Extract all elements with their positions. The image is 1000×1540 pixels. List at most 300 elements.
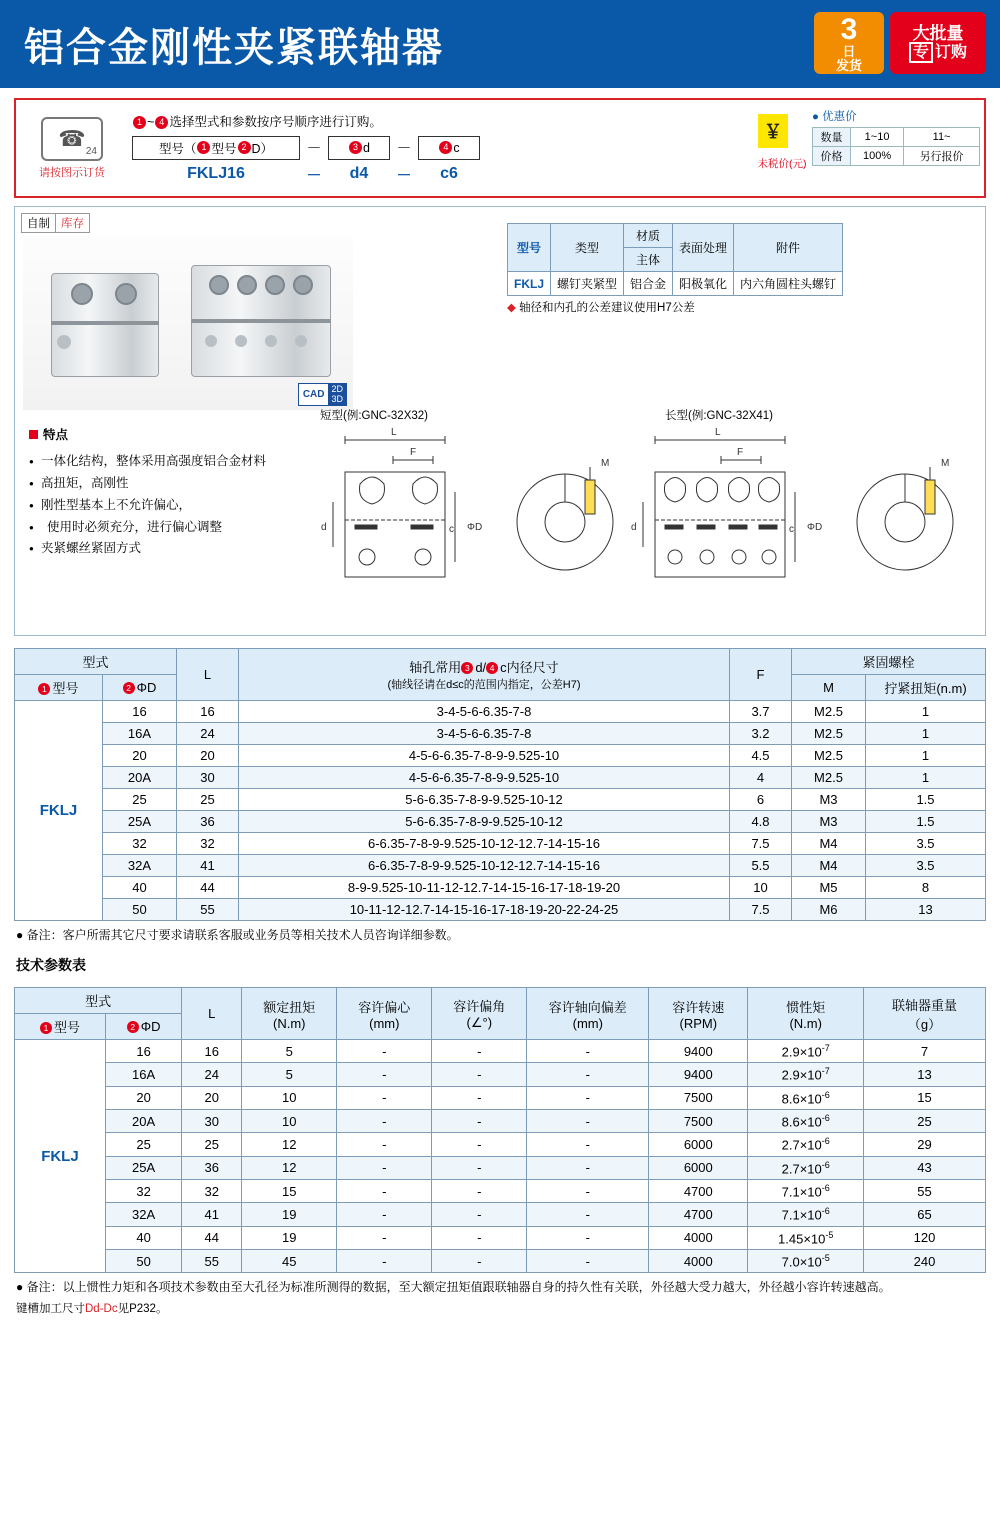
features-title-text: 特点 [43,428,69,442]
table-row [15,1086,986,1109]
model-value-d: d4 [349,165,369,182]
tech-L: 16 [182,1040,242,1063]
tech-table-remark: ● 备注：以上惯性力矩和各项技术参数由至大孔径为标准所测得的数据，至大额定扭矩值跟联轴器自身的持久性有关联，外径越大受力越大，外径越小容许转速越高。 [16,1278,984,1295]
coupling-long-bolt-1 [209,275,229,295]
badge-bulk-order [890,12,986,74]
field-3-icon: 3 [349,141,362,154]
dim-header-bore [239,649,730,701]
tech-header-ang-text: 容许偏角 [453,999,506,1014]
diamond-icon: ◆ [507,302,516,314]
dim-torque: 1 [866,745,986,767]
tech-ecc: - [337,1156,432,1179]
dim-M: M2.5 [792,745,866,767]
tech-header-ang-unit: (∠°) [466,1015,493,1030]
cad-3d-label: 3D [331,393,343,404]
tech-inertia [748,1109,864,1132]
field-2-icon: 2 [123,682,135,694]
header-badges [814,12,986,74]
dim-F: 7.5 [730,899,792,921]
dim-phiD: 32A [103,855,177,877]
tech-L: 25 [182,1133,242,1156]
spec-data-row [508,272,843,296]
tech-inertia-exp: -6 [821,1206,830,1217]
dim-header-bore-c: c [500,660,507,675]
table-row [15,1109,986,1132]
tech-phiD: 25 [105,1133,181,1156]
keyway-footnote-pre: 键槽加工尺寸 [16,1303,85,1316]
model-cell-type-pre: 型号（ [158,141,197,156]
order-note [132,112,752,130]
tech-inertia-exp: -6 [821,1159,830,1170]
spec-header-type: 类型 [551,224,624,272]
dim-M: M3 [792,811,866,833]
tech-inertia-exp: -5 [821,1252,830,1263]
model-cell-d [328,136,390,160]
tech-inertia-exp: -6 [821,1182,830,1193]
tech-inertia-exp: -5 [825,1229,834,1240]
coupling-long-slot [191,319,331,323]
tech-inertia-exp: -7 [821,1043,830,1053]
tech-L: 24 [182,1063,242,1086]
tech-ecc: - [337,1226,432,1249]
coupling-short-bolt-2 [115,283,137,305]
spec-note [507,299,695,315]
model-value-c: c6 [440,165,458,182]
tech-header-type: 型式 [15,988,182,1014]
technical-drawings [315,422,975,607]
tech-inertia [748,1249,864,1272]
svg-text:L: L [715,427,721,438]
tech-ang: - [432,1203,527,1226]
price-table [812,127,980,166]
tech-weight: 29 [864,1133,986,1156]
tech-ang: - [432,1063,527,1086]
field-4-icon: 4 [439,141,452,154]
keyway-footnote-code: Dd-Dc [85,1303,118,1316]
tech-axial: - [527,1156,649,1179]
list-item: ● 一体化结构，整体采用高强度铝合金材料 [29,451,319,473]
tech-rated: 5 [242,1040,337,1063]
tech-header-rpm-unit: (RPM) [679,1015,718,1031]
table-row [15,1249,986,1272]
tech-phiD: 40 [105,1226,181,1249]
tech-inertia-exp: -6 [821,1112,830,1123]
tech-ecc: - [337,1133,432,1156]
value-dash-2: － [396,166,412,184]
tech-rated: 10 [242,1109,337,1132]
spec-header-model: 型号 [508,224,551,272]
dim-header-bore-sub: (轴线径请在d≤c的范围内指定，公差H7) [387,679,581,691]
list-item: ● 刚性型基本上不允许偏心， [29,495,319,517]
tech-weight: 55 [864,1179,986,1202]
dim-M: M4 [792,855,866,877]
price-price-a: 100% [851,147,904,166]
tech-axial: - [527,1063,649,1086]
untaxed-label: 未税价(元) [757,158,807,170]
tech-ecc: - [337,1249,432,1272]
tech-L: 36 [182,1156,242,1179]
model-cell-type-post: D） [251,141,274,156]
badge-3-day-shipping [814,12,884,74]
tech-L: 55 [182,1249,242,1272]
dim-header-bore-tail: 内径尺寸 [506,660,559,675]
field-3-icon: 3 [461,662,473,674]
dimension-table [14,648,986,921]
dim-model-name: FKLJ [15,701,103,921]
tech-header-rated-unit: (N.m) [273,1015,306,1031]
table-row [15,723,986,745]
dim-bore: 5-6-6.35-7-8-9-9.525-10-12 [239,811,730,833]
dim-M: M2.5 [792,701,866,723]
dim-header-bore-d: d [475,660,483,675]
dash-1: － [306,140,322,157]
table-row [15,745,986,767]
badge-bulk-box: 专 [909,42,933,63]
tech-inertia-base: 7.0×10 [781,1254,822,1270]
tech-rpm: 4700 [649,1179,748,1202]
dim-torque: 1 [866,701,986,723]
dim-L: 32 [177,833,239,855]
dim-L: 44 [177,877,239,899]
model-value-row [132,164,752,185]
price-price-label: 价格 [813,147,851,166]
spec-note-text: 轴径和内孔的公差建议使用H7公差 [519,302,695,314]
dim-torque: 13 [866,899,986,921]
tech-phiD: 32 [105,1179,181,1202]
tech-inertia-exp: -6 [821,1089,830,1100]
list-item-continued [29,517,319,539]
table-row [15,1179,986,1202]
tech-inertia [748,1203,864,1226]
tech-inertia-base: 2.9×10 [781,1044,822,1060]
tech-header-weight [864,988,986,1040]
dim-bore: 3-4-5-6-6.35-7-8 [239,723,730,745]
tech-weight: 25 [864,1109,986,1132]
svg-text:d: d [321,522,327,533]
tech-L: 41 [182,1203,242,1226]
tech-axial: - [527,1249,649,1272]
tech-ang: - [432,1040,527,1063]
tech-header-weight-text: 联轴器重量 [892,997,958,1013]
tech-ang: - [432,1133,527,1156]
table-row [15,1040,986,1063]
tech-phiD: 50 [105,1249,181,1272]
dim-header-L: L [177,649,239,701]
dim-F: 4.8 [730,811,792,833]
dim-L: 36 [177,811,239,833]
badge-bulk-line1: 大批量 [912,24,964,44]
dim-M: M4 [792,833,866,855]
svg-text:F: F [737,447,744,458]
tech-inertia-base: 1.45×10 [778,1230,826,1246]
tech-header-row-1 [15,988,986,1014]
coupling-long-hole-2 [235,335,247,347]
dim-bore: 6-6.35-7-8-9-9.525-10-12-12.7-14-15-16 [239,833,730,855]
tech-phiD: 16A [105,1063,181,1086]
phone-icon: ☎ 24 [41,117,103,161]
dim-phiD: 50 [103,899,177,921]
tech-L: 30 [182,1109,242,1132]
badge-bulk-text: 订购 [935,43,968,61]
tech-rpm: 4000 [649,1249,748,1272]
coupling-long-hole-4 [295,335,307,347]
tech-rated: 10 [242,1086,337,1109]
dim-header-phiD-text: ΦD [136,680,157,695]
tech-phiD: 16 [105,1040,181,1063]
svg-text:M: M [941,458,950,469]
dim-header-bore-main [241,657,727,676]
tech-header-phiD-text: ΦD [140,1019,161,1034]
price-qty-b: 11~ [904,128,980,147]
table-row [15,767,986,789]
spec-header-accessory: 附件 [734,224,843,272]
coupling-short-slot [51,321,159,325]
table-row [15,811,986,833]
svg-text:d: d [631,522,637,533]
phone-order-cell [16,100,128,196]
tech-inertia-base: 8.6×10 [781,1114,822,1130]
dim-phiD: 16A [103,723,177,745]
tech-header-inertia-text: 惯性矩 [786,999,826,1015]
tech-ecc: - [337,1086,432,1109]
price-price-b: 另行报价 [904,147,980,166]
table-row [15,789,986,811]
dim-bore: 4-5-6-6.35-7-8-9-9.525-10 [239,745,730,767]
tech-rpm: 7500 [649,1086,748,1109]
price-row-price [813,147,980,166]
tech-inertia-base: 2.9×10 [781,1067,822,1083]
spec-surface-value: 阳极氧化 [673,272,734,296]
spec-accessory-value: 内六角圆柱头螺钉 [734,272,843,296]
spec-header-material-main: 主体 [624,248,673,272]
dim-torque: 1.5 [866,811,986,833]
coupling-long-bolt-3 [265,275,285,295]
spec-header-row [508,224,843,248]
tech-header-ang [432,988,527,1040]
tech-axial: - [527,1226,649,1249]
dim-phiD: 16 [103,701,177,723]
price-title-text: 优惠价 [822,111,857,123]
tech-header-L: L [182,988,242,1040]
svg-text:L: L [391,427,397,438]
order-main [128,112,752,185]
tech-rpm: 4000 [649,1226,748,1249]
field-4-icon: 4 [486,662,498,674]
tech-inertia-base: 8.6×10 [781,1090,822,1106]
dim-header-phiD [103,675,177,701]
coupling-short-body [51,273,159,377]
spec-material-value: 铝合金 [624,272,673,296]
coupling-long-hole-3 [265,335,277,347]
coupling-long-bolt-2 [237,275,257,295]
dim-header-F: F [730,649,792,701]
dim-torque: 1 [866,723,986,745]
product-photo [23,235,353,410]
tech-header-rated [242,988,337,1040]
features-list [29,451,319,560]
price-bullet-icon: ● [812,111,819,123]
tech-header-rpm-text: 容许转速 [672,999,725,1015]
dim-torque: 1 [866,767,986,789]
tech-header-inertia-unit: (N.m) [789,1015,822,1031]
dim-bore: 8-9-9.525-10-11-12-12.7-14-15-16-17-18-19-20 [239,877,730,899]
svg-text:M: M [601,458,610,469]
model-cell-type-mid: 型号 [211,141,237,156]
tech-section-title: 技术参数表 [16,957,86,973]
tech-weight: 120 [864,1226,986,1249]
dim-bore: 6-6.35-7-8-9-9.525-10-12-12.7-14-15-16 [239,855,730,877]
model-value-type: FKLJ16 [187,165,245,182]
table-row [15,1226,986,1249]
dim-F: 5.5 [730,855,792,877]
stock-tag [21,213,90,233]
table-row [15,1203,986,1226]
spec-type-value: 螺钉夹紧型 [551,272,624,296]
value-dash-1: － [306,166,322,184]
price-row-qty [813,128,980,147]
tech-ang: - [432,1249,527,1272]
order-instruction-box [14,98,986,198]
cad-formats [328,384,346,405]
spec-header-material: 材质 [624,224,673,248]
price-qty-label: 数量 [813,128,851,147]
dim-F: 7.5 [730,833,792,855]
tech-header-rated-text: 额定扭矩 [263,999,316,1015]
field-2-icon: 2 [238,141,251,154]
tech-rated: 12 [242,1133,337,1156]
dim-L: 16 [177,701,239,723]
dim-phiD: 25A [103,811,177,833]
tech-rated: 5 [242,1063,337,1086]
dim-bore: 3-4-5-6-6.35-7-8 [239,701,730,723]
specification-table [507,223,843,296]
dim-phiD: 32 [103,833,177,855]
table-row [15,1156,986,1179]
phone-24h-label: 24 [85,145,97,157]
tech-header-ecc [337,988,432,1040]
product-panel [14,206,986,636]
svg-text:F: F [410,447,417,458]
tech-rpm: 6000 [649,1133,748,1156]
tech-rated: 15 [242,1179,337,1202]
dim-L: 20 [177,745,239,767]
dim-header-bolt: 紧固螺栓 [792,649,986,675]
price-qty-a: 1~10 [851,128,904,147]
svg-text:c: c [449,524,454,535]
page-title: 铝合金刚性夹紧联轴器 [24,25,444,70]
table-row [15,833,986,855]
svg-text:c: c [789,524,794,535]
tech-rpm: 9400 [649,1063,748,1086]
dim-header-bore-sep: / [482,660,487,675]
dim-F: 3.2 [730,723,792,745]
coupling-short-hole [57,335,71,349]
dim-bore: 5-6-6.35-7-8-9-9.525-10-12 [239,789,730,811]
dim-L: 30 [177,767,239,789]
dim-M: M5 [792,877,866,899]
tech-header-axial-text: 容许轴向偏差 [548,999,627,1015]
cad-label: CAD [302,389,325,401]
list-item: ● 高扭矩，高刚性 [29,473,319,495]
dim-F: 3.7 [730,701,792,723]
tech-rated: 19 [242,1203,337,1226]
dim-header-M: M [792,675,866,701]
svg-text:ΦD: ΦD [467,522,483,533]
tech-model-name: FKLJ [15,1040,106,1273]
tech-axial: - [527,1203,649,1226]
tech-inertia [748,1133,864,1156]
dim-header-torque: 拧紧扭矩(n.m) [866,675,986,701]
dim-F: 4.5 [730,745,792,767]
list-item-continued-text: 使用时必须充分，进行偏心调整 [47,519,223,534]
tech-phiD: 20 [105,1086,181,1109]
tech-inertia-exp: -7 [821,1066,830,1077]
dim-phiD: 25 [103,789,177,811]
field-1-icon: 1 [40,1022,52,1034]
badge-line1: 日 [842,44,856,60]
tech-header-rpm [649,988,748,1040]
field-2-icon: 2 [127,1021,139,1033]
cad-badge[interactable] [298,383,347,406]
spec-header-surface: 表面处理 [673,224,734,272]
model-cell-d-label: d [363,140,370,155]
tech-header-inertia [748,988,864,1040]
dim-torque: 3.5 [866,833,986,855]
badge-number: 3 [840,12,858,46]
model-cell-c [418,136,480,160]
tech-header-ecc-text: 容许偏心 [358,999,411,1015]
square-bullet-icon [29,430,38,439]
price-block [752,100,984,196]
table-row [15,855,986,877]
tech-weight: 240 [864,1249,986,1272]
tech-header-ecc-unit: (mm) [369,1015,400,1031]
stock-tag-right: 库存 [55,214,89,232]
dim-phiD: 20A [103,767,177,789]
dimension-table-remark: ● 备注：客户所需其它尺寸要求请联系客服或业务员等相关技术人员咨询详细参数。 [16,926,984,943]
tech-rpm: 7500 [649,1109,748,1132]
dim-F: 10 [730,877,792,899]
table-row [15,701,986,723]
phone-order-label: 请按图示订货 [39,166,105,179]
tech-inertia [748,1226,864,1249]
tech-weight: 13 [864,1063,986,1086]
tech-inertia [748,1040,864,1063]
cad-2d-label: 2D [331,384,343,395]
tech-weight: 65 [864,1203,986,1226]
tech-inertia [748,1063,864,1086]
dim-header-type: 型式 [15,649,177,675]
dim-phiD: 40 [103,877,177,899]
dim-torque: 1.5 [866,789,986,811]
table-row [15,899,986,921]
tech-ecc: - [337,1063,432,1086]
dim-F: 6 [730,789,792,811]
keyway-footnote [16,1300,984,1316]
tech-L: 32 [182,1179,242,1202]
tech-inertia-base: 7.1×10 [781,1184,822,1200]
table-row [15,1133,986,1156]
tech-header-weight-unit: （g） [907,1016,942,1032]
tech-rated: 19 [242,1226,337,1249]
tech-phiD: 25A [105,1156,181,1179]
dim-header-bore-text: 轴孔常用 [409,660,462,675]
field-1-icon: 1 [197,141,210,154]
list-item: ● 夹紧螺丝紧固方式 [29,538,319,560]
currency-icon: ￥ [758,114,788,148]
dim-L: 41 [177,855,239,877]
tech-axial: - [527,1086,649,1109]
